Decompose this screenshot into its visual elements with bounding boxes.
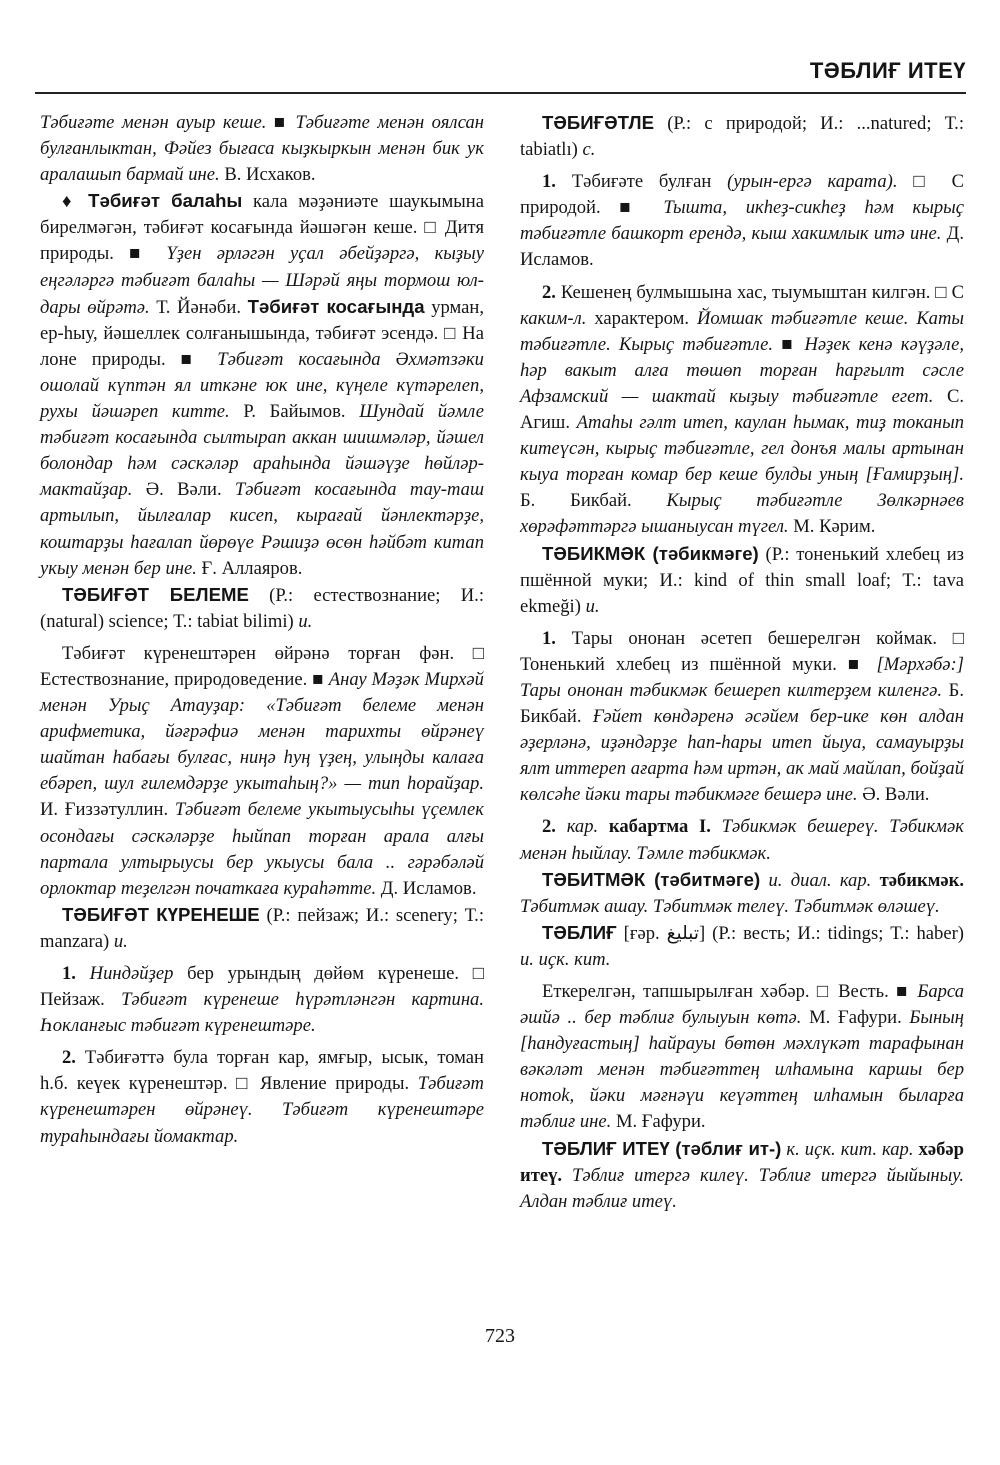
subentry-tabigat-balahy: ♦ Тәбиғәт балаһы кала мәҙәниәте шаукымына бирелмәгән, тәбиғәт косағында йәшәгән кеше. □ Дитя природы. ■ Үҙен әрләгән уҫал әбейҙәргә, кыҙыу еңгәләргә тәбиғәт балаһы — Шәрәй яңы тормош юлдары өйрәтә. Т. Йәнәби. Тәбиғәт косағында урман, ер-һыу, йәшеллек солғанышында, тәбиғәт эсендә. □ На лоне природы. ■ Тәбиғәт косағында Әхмәтзәки ошолай күптән ял иткәне юк ине, күңеле күтәрелеп, рухы йәшәреп китте. Р. Байымов. Шундай йәмле тәбиғәт косағында сылтырап аккан шишмәләр, йәшел болондар һәм сәскәләр араһында йәшәүҙе һөйләр-мактайҙар. Ә. Вәли. Тәбиғәт косағында тау-таш артылып, йылғалар кисеп, кырағай йәнлектәрҙе, коштарҙы һағалап йөрөүе Рәшиҙә өсөн һәйбәт китап укыу менән бер ине. Ғ. Аллаяров. <box>40 190 485 579</box>
sense-1: 1. Тары ононан әсетеп бешерелгән коймак. □ Тоненький хлебец из пшённой муки. ■ [Мәрхәбә:] Тары ононан тәбикмәк бешереп килтерҙем киленгә. Б. Бикбай. Ғәйет көндәренә әсәйем бер-ике көн алдан әҙерләнә, иҙәндәрҙе һап-һары итеп йыуа, самауырҙы ялт иттереп ағарта һәм иртән, ак май майлап, бойҙай көлсәһе йәки тары тәбикмәге бешерә ине. Ә. Вәли. <box>520 627 965 806</box>
sense-1: 1. Ниндәйҙер бер урындың дөйөм күренеше. □ Пейзаж. Тәбиғәт күренеше һүрәтләнгән картина. Һокланғыс тәбиғәт күренештәре. <box>40 963 484 1037</box>
right-column <box>520 110 964 1215</box>
entry-continuation: Тәбиғәте менән ауыр кеше. ■ Тәбиғәте менән оялсан булғанлыктан, Фәйез бығаса кыҙкыркын менән бик ук аралашып бармай ине. В. Исхаков. <box>40 112 484 186</box>
entry-tabitmak: ТӘБИТМӘК (тәбитмәге) и. диал. кар. тәбикмәк. Тәбитмәк ашау. Тәбитмәк телеү. Тәбитмәк өләшеү. <box>520 868 965 917</box>
entry-tabigatle: ТӘБИҒӘТЛЕ (Р.: с природой; И.: ...natured; Т.: tabiatlı) с. <box>520 112 964 161</box>
page-number: 723 <box>485 1325 515 1347</box>
running-head: ТӘБЛИҒ ИТЕҮ <box>809 58 966 83</box>
header-rule <box>35 92 966 94</box>
entry-tabigat-beleme: ТӘБИҒӘТ БЕЛЕМЕ (Р.: естествознание; И.: (natural) science; Т.: tabiat bilimi) и. <box>40 583 484 632</box>
sense-2: 2. Тәбиғәттә була торған кар, ямғыр, ысык, томан һ.б. кеүек күренештәр. □ Явление природы. Тәбиғәт күренештәрен өйрәнеү. Тәбиғәт күренештәре тураһындағы йомактар. <box>40 1047 484 1147</box>
entry-tabikmak: ТӘБИКМӘК (тәбикмәге) (Р.: тоненький хлебец из пшённой муки; И.: kind of thin small loaf; Т.: tava ekmeği) и. <box>520 542 964 617</box>
sense-2: 2. кар. кабартма I. Тәбикмәк бешереү. Тәбикмәк менән һыйлау. Тәмле тәбикмәк. <box>520 816 964 864</box>
sense-paragraph: Тәбиғәт күренештәрен өйрәнә торған фән. □ Естествознание, природоведение. ■ Анау Мәҙәк Мирхәй менән Урыҫ Атауҙар: «Тәбиғәт белеме менән арифметика, йәғрәфиә менән тарихты өйрәнеү шайтан һабағы булғас, ниңә һуң үҙең, улыңды калаға ебәреп, шул ғилемдәрҙе укытаһың?» — тип һорайҙар. И. Ғиззәтуллин. Тәбиғәт белеме укытыусыһы үҫемлек осондағы сәскәләрҙе һыйпап торған арала алғы партала ултырыусы бер укыусы бала .. гәрәбәләй орлоктар теҙелгән початкаға кураһәтте. Д. Исламов. <box>40 642 484 899</box>
sense-paragraph: Еткерелгән, тапшырылған хәбәр. □ Весть. ■ Барса әшйә .. бер тәблиғ булыуын көтә. М. Ғафури. Бының [һандуғастың] һайрауы бөтөн мәхлүкәт тарафынан вәкәләт менән тәбиғәттең илһамына каршы бер нотоk, йәки мәғнәүи кеүәттең илһамын быларға тәблиғ ине. М. Ғафури. <box>520 981 964 1133</box>
sense-1: 1. Тәбиғәте булған (урын-ергә карата). □ С природой. ■ Тыштa, икһеҙ-сикһеҙ һәм кырыҫ тәбиғәтле башкорт ерендә, кыш хакимлык итә ине. Д. Исламов. <box>520 171 965 271</box>
entry-tablig-iteu: ТӘБЛИҒ ИТЕҮ (тәблиғ ит-) к. иҫк. кит. кар. хәбәр итеү. Тәблиғ итергә килеү. Тәблиғ итергә йыйыныу. Алдан тәблиғ итеү. <box>520 1137 964 1212</box>
left-column <box>40 110 484 1150</box>
entry-tablig: ТӘБЛИҒ [ғәр. تبليغ] (Р.: весть; И.: tidings; Т.: haber) и. иҫк. кит. <box>520 921 964 970</box>
sense-2: 2. Кешенең булмышына хас, тыумыштан килгән. □ С каким-л. характером. Йомшак тәбиғәтле кеше. Каты тәбиғәтле. Кырыҫ тәбиғәтле. ■ Нәҙек кенә кәүҙәле, һәр вакыт алға төшөп торған һарғылт сәсле Афзамский — шактай кыҙыу тәбиғәтле егет. С. Агиш. Атаһы гәлт итеп, каулан һымак, тиҙ токанып китеүсән, кырыҫ тәбиғәтле, гел донъя малы артынан кыуа торған комар бер кеше булды уның [Ғамирҙың]. Б. Бикбай. Кырыҫ тәбиғәтле Зөлкәрнәев хөрәфәттәргә ышаныусан түгел. М. Кәрим. <box>520 281 965 538</box>
entry-tabigat-kureneshe: ТӘБИҒӘТ КҮРЕНЕШЕ (Р.: пейзаж; И.: scenery; Т.: manzara) и. <box>40 903 484 952</box>
